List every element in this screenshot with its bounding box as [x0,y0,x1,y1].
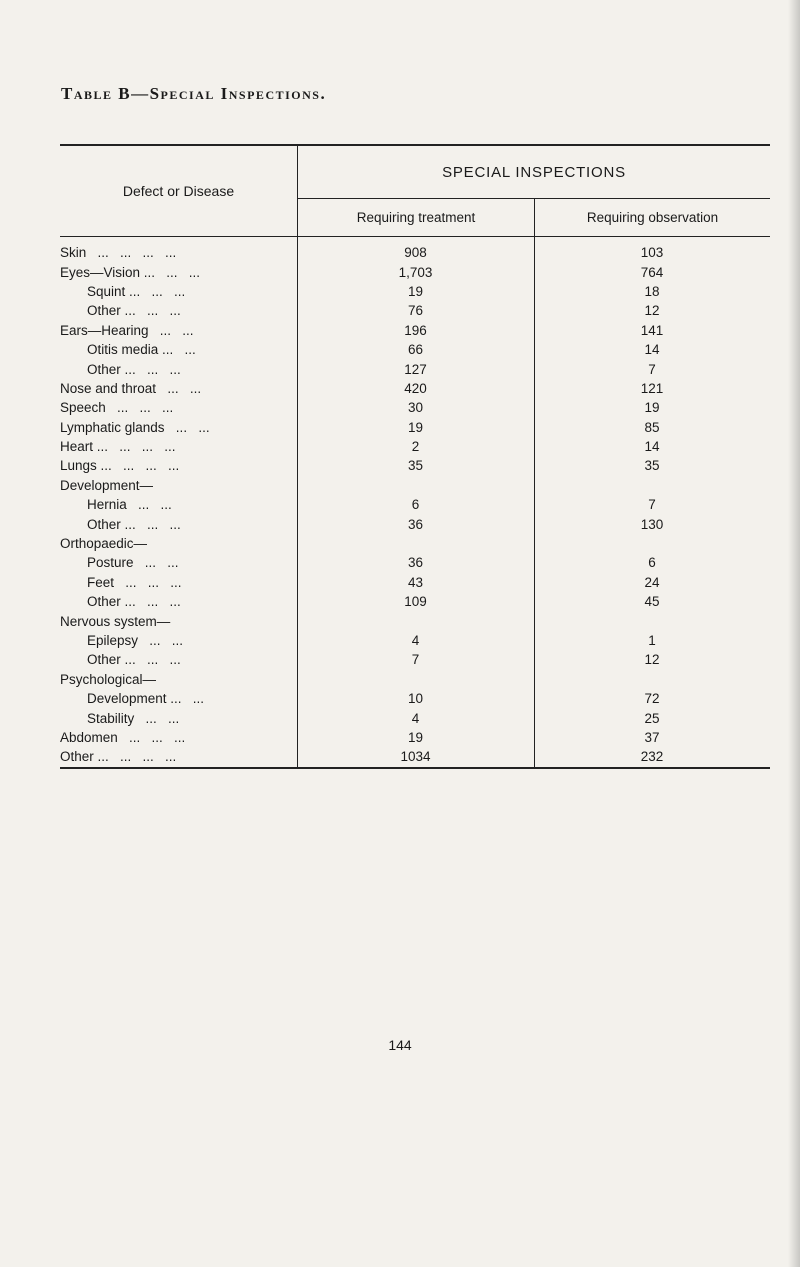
table-row [60,437,770,456]
treatment-value: 4 [411,710,420,726]
table-row [60,534,770,553]
row-label: Nervous system— [60,613,171,629]
requiring-observation-header: Requiring observation [586,210,719,225]
page-number: 144 [388,1037,412,1053]
table-row [60,573,770,592]
treatment-value: 66 [407,342,424,358]
table-row [60,418,770,437]
table-row [60,262,770,281]
table-row [60,728,770,747]
observation-value: 24 [644,574,660,590]
row-label: Nose and throat ... ... [60,380,202,396]
treatment-value: 76 [407,303,424,319]
treatment-value: 19 [407,419,424,435]
row-label: Posture ... ... [87,555,179,571]
table-row [60,456,770,475]
row-label: Orthopaedic— [60,536,148,552]
row-label: Otitis media ... ... [87,342,196,358]
observation-value: 130 [640,516,664,532]
treatment-value: 2 [411,439,420,455]
observation-value: 14 [644,342,660,358]
table-row [60,670,770,689]
table-row [60,689,770,708]
treatment-value: 127 [404,361,427,377]
observation-value: 85 [644,419,660,435]
observation-value: 19 [644,400,660,416]
table-row [60,359,770,378]
treatment-value: 1034 [400,749,431,765]
special-inspections-table [60,144,770,769]
table-row [60,747,770,766]
table-row [60,592,770,611]
table-row [60,611,770,630]
row-label: Psychological— [60,671,157,687]
row-label: Squint ... ... ... [87,283,186,299]
treatment-value: 36 [407,516,424,532]
treatment-value: 30 [407,400,424,416]
row-label: Lymphatic glands ... ... [60,419,210,435]
observation-value: 12 [644,652,660,668]
treatment-value: 4 [411,633,420,648]
table-row [60,650,770,669]
table-row [60,379,770,398]
row-label: Other ... ... ... ... [60,749,177,765]
row-label: Epilepsy ... ... [87,633,184,648]
table-row [60,340,770,359]
table-row [60,321,770,340]
treatment-value: 7 [411,652,420,668]
observation-value: 72 [644,691,660,707]
row-label: Heart ... ... ... ... [60,439,176,455]
table-row [60,708,770,727]
table-row [60,631,770,650]
observation-value: 12 [644,303,660,319]
observation-value: 6 [648,555,656,571]
observation-value: 35 [644,458,660,474]
observation-value: 121 [640,380,664,396]
treatment-value: 10 [407,691,424,707]
treatment-value: 43 [407,574,424,590]
table-row [60,495,770,514]
observation-value: 1 [648,633,656,648]
row-label: Other ... ... ... [87,361,181,377]
treatment-value: 420 [404,380,427,396]
observation-value: 764 [640,264,664,280]
treatment-value: 109 [404,594,427,610]
defect-column-header: Defect or Disease [122,183,235,199]
observation-value: 7 [648,361,656,377]
treatment-value: 1,703 [398,264,433,280]
page-title: Table B—Special Inspections. [61,84,327,103]
table-header [60,146,770,236]
row-label: Other ... ... ... [87,303,181,319]
treatment-value: 36 [407,555,424,571]
row-label: Other ... ... ... [87,516,181,532]
table-row [60,514,770,533]
row-label: Abdomen ... ... ... [60,729,186,745]
requiring-treatment-header: Requiring treatment [356,210,476,225]
row-label: Ears—Hearing ... ... [60,322,194,338]
observation-value: 18 [644,283,660,299]
row-label: Speech ... ... ... [60,400,174,416]
table-row [60,553,770,572]
table-rows [60,243,770,767]
row-label: Development ... ... [87,691,205,707]
page-edge-shadow [788,0,800,1267]
treatment-value: 908 [404,245,427,261]
row-label: Skin ... ... ... ... [60,245,177,261]
row-label: Lungs ... ... ... ... [60,458,180,474]
table-row [60,398,770,417]
row-label: Other ... ... ... [87,594,181,610]
table-row [60,476,770,495]
observation-value: 141 [640,322,664,338]
table-bottom-rule [60,767,770,769]
observation-value: 37 [644,729,660,745]
treatment-value: 35 [407,458,424,474]
row-label: Stability ... ... [87,710,180,726]
table-row [60,243,770,262]
observation-value: 14 [644,439,660,455]
row-label: Development— [60,477,154,493]
observation-value: 25 [644,710,660,726]
observation-value: 103 [640,245,664,261]
row-label: Feet ... ... ... [87,574,182,590]
treatment-value: 19 [407,283,424,299]
treatment-value: 196 [404,322,427,338]
treatment-value: 19 [407,729,424,745]
observation-value: 232 [640,749,664,765]
row-label: Eyes—Vision ... ... ... [60,264,201,280]
row-label: Other ... ... ... [87,652,181,668]
observation-value: 45 [644,594,660,610]
treatment-value: 6 [411,497,420,513]
table-row [60,282,770,301]
table-body [60,237,770,767]
observation-value: 7 [648,497,656,513]
special-inspections-header: SPECIAL INSPECTIONS [442,163,626,181]
row-label: Hernia ... ... [87,497,172,513]
table-row [60,301,770,320]
